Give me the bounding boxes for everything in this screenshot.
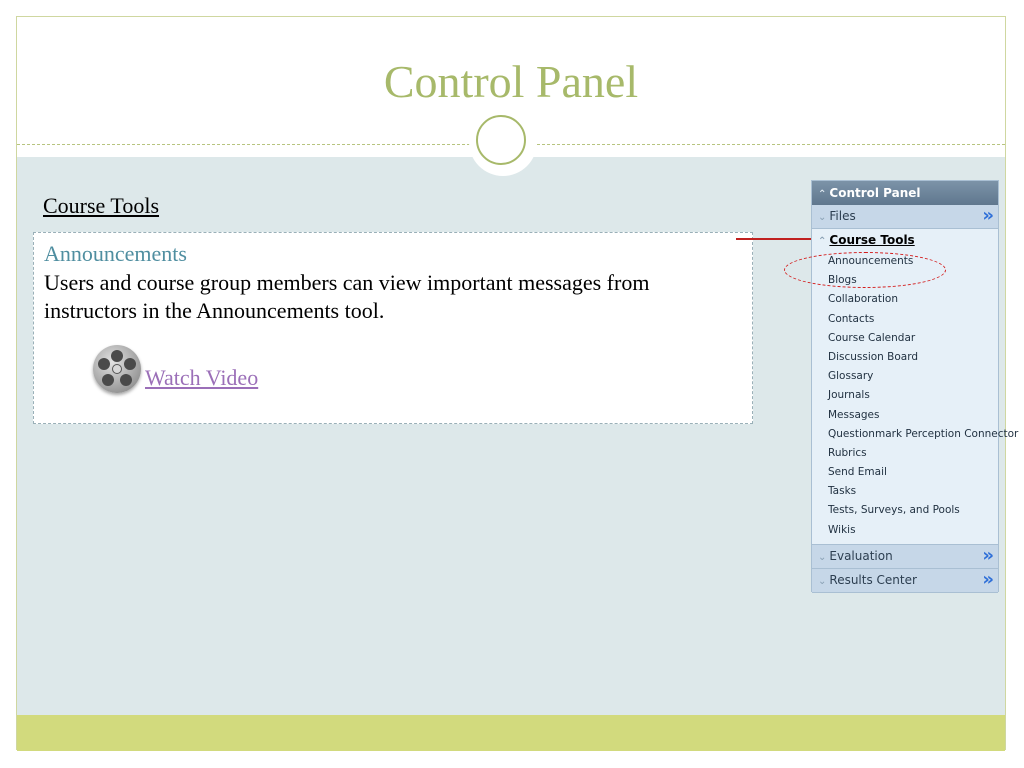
course-tools-item-glossary[interactable]: Glossary <box>828 370 874 383</box>
section-results-center[interactable] <box>812 569 998 593</box>
double-chevron-right-icon[interactable]: » <box>982 205 994 226</box>
course-tools-item-collaboration[interactable]: Collaboration <box>828 293 898 306</box>
announcements-info-box <box>33 232 753 424</box>
info-description: Users and course group members can view important messages from instructors in the Announcements tool. <box>44 270 650 323</box>
course-tools-item-tests-surveys-pools[interactable]: Tests, Surveys, and Pools <box>828 504 960 517</box>
course-tools-item-questionmark[interactable]: Questionmark Perception Connector <box>828 427 1019 440</box>
section-heading: Course Tools <box>43 193 160 218</box>
reel-hole <box>120 374 132 386</box>
footer-band <box>17 715 1005 751</box>
course-tools-item-discussion-board[interactable]: Discussion Board <box>828 350 919 363</box>
control-panel-header[interactable] <box>812 181 998 205</box>
control-panel-header-label: Control Panel <box>829 186 921 200</box>
course-tools-item-course-calendar[interactable]: Course Calendar <box>828 331 916 344</box>
course-tools-item-blogs[interactable]: Blogs <box>828 274 857 287</box>
slide <box>16 16 1019 750</box>
reel-hole <box>124 358 136 370</box>
double-chevron-down-icon: ⌄ <box>818 551 827 563</box>
reel-hole <box>98 358 110 370</box>
announcements-highlight-ellipse <box>784 252 946 288</box>
film-reel-icon[interactable] <box>93 345 141 393</box>
course-tools-item-rubrics[interactable]: Rubrics <box>828 446 867 459</box>
course-tools-item-journals[interactable]: Journals <box>828 389 870 402</box>
double-chevron-right-icon[interactable]: » <box>982 544 994 566</box>
reel-hub <box>112 364 122 374</box>
section-course-tools[interactable] <box>812 229 998 252</box>
section-files-label: Files <box>829 209 856 223</box>
control-panel-screenshot <box>811 180 1019 592</box>
course-tools-item-announcements[interactable]: Announcements <box>828 255 914 267</box>
course-tools-item-contacts[interactable]: Contacts <box>828 312 875 325</box>
watch-video-link[interactable]: Watch Video <box>145 365 259 390</box>
reel-hole <box>111 350 123 362</box>
double-chevron-up-icon: ⌃ <box>818 236 827 247</box>
course-tools-item-wikis[interactable]: Wikis <box>828 523 856 536</box>
section-course-tools-label: Course Tools <box>829 233 915 247</box>
section-results-center-label: Results Center <box>829 572 917 587</box>
divider-ornament-ring <box>476 115 526 165</box>
double-chevron-right-icon[interactable]: » <box>982 568 994 590</box>
double-chevron-down-icon: ⌄ <box>818 575 827 587</box>
double-chevron-down-icon: ⌄ <box>818 212 827 223</box>
course-tools-item-tasks[interactable]: Tasks <box>828 485 857 498</box>
reel-hole <box>102 374 114 386</box>
section-files[interactable] <box>812 205 998 229</box>
section-evaluation-label: Evaluation <box>829 548 893 563</box>
course-tools-list <box>812 252 1019 544</box>
double-chevron-up-icon: ⌃ <box>818 189 827 200</box>
section-evaluation[interactable] <box>812 544 998 569</box>
slide-title: Control Panel <box>383 56 639 107</box>
course-tools-item-messages[interactable]: Messages <box>828 408 880 421</box>
course-tools-item-send-email[interactable]: Send Email <box>828 466 887 479</box>
info-title: Announcements <box>44 241 187 266</box>
